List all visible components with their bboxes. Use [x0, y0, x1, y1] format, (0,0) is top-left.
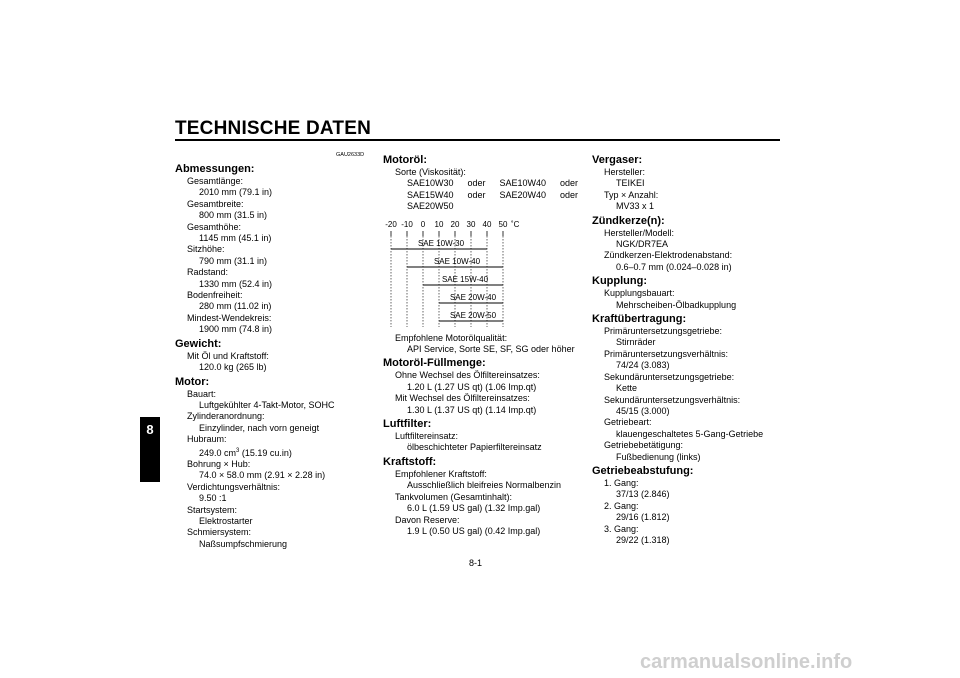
- spec-label: Ohne Wechsel des Ölfiltereinsatzes:: [395, 370, 540, 381]
- spec-value: API Service, Sorte SE, SF, SG oder höher: [407, 344, 575, 355]
- spec-label: 2. Gang:: [604, 500, 639, 511]
- section-heading-getriebeabstufung: Getriebeabstufung:: [592, 464, 694, 477]
- x-tick-label: 0: [420, 219, 426, 229]
- section-code: GAU2633D: [336, 152, 365, 158]
- spec-label: Sitzhöhe:: [187, 244, 225, 255]
- viscosity-conjunction: oder: [467, 189, 486, 200]
- spec-label: Empfohlene Motorölqualität:: [395, 332, 508, 343]
- series-label: SAE 20W-40: [449, 292, 497, 302]
- x-tick-label: 50: [498, 219, 508, 229]
- column-2: [383, 152, 578, 537]
- spec-value: 1900 mm (74.8 in): [199, 324, 273, 335]
- spec-value: 800 mm (31.5 in): [199, 210, 268, 221]
- spec-value: 37/13 (2.846): [616, 489, 670, 500]
- section-heading-kraftuebertragung: Kraftübertragung:: [592, 313, 687, 326]
- viscosity-grade: SAE20W40: [499, 189, 547, 200]
- spec-value: 1330 mm (52.4 in): [199, 278, 273, 289]
- spec-value: 45/15 (3.000): [616, 405, 670, 416]
- spec-label: Hersteller/Modell:: [604, 227, 675, 238]
- spec-label: 1. Gang:: [604, 477, 639, 488]
- title-rule: [175, 139, 780, 141]
- spec-label: Sorte (Viskosität):: [395, 167, 466, 177]
- section-heading-kupplung: Kupplung:: [592, 275, 647, 288]
- spec-value: Fußbedienung (links): [616, 451, 701, 462]
- spec-value: ölbeschichteter Papierfiltereinsatz: [407, 442, 542, 453]
- hubraum-value: 249.0 cm: [199, 447, 237, 458]
- series-label: SAE 10W-40: [433, 256, 481, 266]
- spec-value: NGK/DR7EA: [616, 239, 669, 250]
- spec-value: 1145 mm (45.1 in): [199, 233, 272, 244]
- spec-label: Schmiersystem:: [187, 527, 252, 538]
- viscosity-conjunction: oder: [559, 178, 578, 189]
- spec-label: Davon Reserve:: [395, 514, 460, 525]
- spec-value: 120.0 kg (265 lb): [199, 362, 267, 373]
- column-1: [175, 161, 335, 550]
- spec-value-hubraum: [175, 446, 335, 459]
- spec-label: 3. Gang:: [604, 523, 639, 534]
- spec-label: Zylinderanordnung:: [187, 411, 265, 422]
- spec-value: TEIKEI: [616, 178, 645, 189]
- series-label: SAE 10W-30: [417, 238, 465, 248]
- spec-label: Kupplungsbauart:: [604, 288, 675, 299]
- spec-label: Getriebeart:: [604, 417, 652, 428]
- spec-value: 2010 mm (79.1 in): [199, 187, 273, 198]
- spec-label: Sekundäruntersetzungsverhältnis:: [604, 394, 741, 405]
- page-number: 8-1: [469, 558, 483, 568]
- section-heading-fuellmenge: Motoröl-Füllmenge:: [383, 357, 486, 370]
- spec-label: Hersteller:: [604, 167, 646, 177]
- x-tick-label: 30: [466, 219, 476, 229]
- viscosity-grade: SAE15W40: [407, 189, 454, 200]
- spec-value: Einzylinder, nach vorn geneigt: [199, 422, 320, 433]
- column-3: [592, 152, 763, 546]
- section-heading-kraftstoff: Kraftstoff:: [383, 455, 437, 468]
- spec-label: Typ × Anzahl:: [604, 189, 659, 200]
- spec-value: Elektrostarter: [199, 515, 253, 526]
- spec-value: 790 mm (31.1 in): [199, 255, 268, 266]
- spec-label: Empfohlener Kraftstoff:: [395, 468, 487, 479]
- oil-viscosity-temperature-chart: [383, 217, 563, 333]
- spec-label: Bauart:: [187, 388, 217, 399]
- spec-label: Mindest-Wendekreis:: [187, 312, 272, 323]
- viscosity-row-3: SAE20W50: [407, 201, 454, 212]
- spec-value: MV33 x 1: [616, 201, 655, 212]
- spec-value: 6.0 L (1.59 US gal) (1.32 Imp.gal): [407, 503, 541, 514]
- section-heading-gewicht: Gewicht:: [175, 337, 222, 350]
- spec-label: Zündkerzen-Elektrodenabstand:: [604, 250, 733, 261]
- section-heading-abmessungen: Abmessungen:: [175, 163, 255, 175]
- x-tick-label: 20: [450, 219, 460, 229]
- spec-value: Ausschließlich bleifreies Normalbenzin: [407, 480, 562, 491]
- spec-value: Naßsumpfschmierung: [199, 538, 288, 549]
- section-heading-zuendkerze: Zündkerze(n):: [592, 214, 665, 227]
- spec-value: 29/16 (1.812): [616, 512, 670, 523]
- spec-value: 74/24 (3.083): [616, 360, 670, 371]
- x-tick-label: -20: [385, 219, 397, 229]
- section-heading-motoroel: Motoröl:: [383, 154, 427, 166]
- spec-value: Kette: [616, 383, 638, 394]
- spec-label: Mit Wechsel des Ölfiltereinsatzes:: [395, 393, 530, 404]
- series-label: SAE 20W-50: [449, 310, 497, 320]
- spec-label: Gesamthöhe:: [187, 221, 242, 232]
- chapter-tab: 8: [140, 417, 160, 482]
- watermark: carmanualsonline.info: [640, 651, 853, 673]
- x-tick-label: -10: [401, 219, 413, 229]
- spec-value: 1.20 L (1.27 US qt) (1.06 Imp.qt): [407, 381, 537, 392]
- series-label: SAE 15W-40: [441, 274, 489, 284]
- spec-value: klauengeschaltetes 5-Gang-Getriebe: [616, 428, 764, 439]
- spec-label: Gesamtlänge:: [187, 176, 244, 186]
- viscosity-grade: SAE10W30: [407, 178, 454, 189]
- section-heading-luftfilter: Luftfilter:: [383, 418, 432, 431]
- spec-value: 0.6–0.7 mm (0.024–0.028 in): [616, 261, 732, 272]
- spec-value: 29/22 (1.318): [616, 534, 670, 545]
- spec-value: Mehrscheiben-Ölbadkupplung: [616, 299, 737, 310]
- spec-label: Getriebebetätigung:: [604, 440, 684, 451]
- viscosity-row-1: [383, 178, 578, 189]
- spec-label: Bodenfreiheit:: [187, 290, 243, 301]
- spec-value: Stirnräder: [616, 337, 656, 348]
- x-unit-label: ˚C: [511, 219, 520, 229]
- spec-label: Primäruntersetzungsverhältnis:: [604, 348, 729, 359]
- hubraum-value-imperial: (15.19 cu.in): [239, 447, 292, 458]
- viscosity-conjunction: oder: [467, 178, 486, 189]
- spec-label: Startsystem:: [187, 504, 238, 515]
- hubraum-superscript: 3: [236, 447, 240, 454]
- spec-label: Hubraum:: [187, 434, 227, 445]
- page-title: TECHNISCHE DATEN: [175, 118, 372, 139]
- x-tick-label: 10: [434, 219, 444, 229]
- spec-label: Sekundäruntersetzungsgetriebe:: [604, 371, 735, 382]
- spec-label: Verdichtungsverhältnis:: [187, 481, 281, 492]
- spec-label: Tankvolumen (Gesamtinhalt):: [395, 491, 513, 502]
- spec-value: 74.0 × 58.0 mm (2.91 × 2.28 in): [199, 470, 326, 481]
- section-heading-motor: Motor:: [175, 375, 210, 388]
- section-heading-vergaser: Vergaser:: [592, 154, 643, 166]
- spec-value: Luftgekühlter 4-Takt-Motor, SOHC: [199, 399, 335, 410]
- spec-value: 9.50 :1: [199, 493, 227, 504]
- viscosity-grade: SAE10W40: [499, 178, 547, 189]
- x-tick-label: 40: [482, 219, 492, 229]
- spec-label: Gesamtbreite:: [187, 198, 244, 209]
- spec-value: 1.9 L (0.50 US gal) (0.42 Imp.gal): [407, 525, 541, 536]
- viscosity-row-2: [383, 190, 578, 201]
- spec-label: Bohrung × Hub:: [187, 458, 251, 469]
- spec-label: Mit Öl und Kraftstoff:: [187, 350, 269, 361]
- spec-label: Radstand:: [187, 267, 229, 278]
- spec-label: Luftfiltereinsatz:: [395, 431, 459, 442]
- spec-label: Primäruntersetzungsgetriebe:: [604, 326, 723, 337]
- spec-value: 280 mm (11.02 in): [199, 301, 272, 312]
- viscosity-conjunction: oder: [559, 189, 578, 200]
- spec-value: 1.30 L (1.37 US qt) (1.14 Imp.qt): [407, 404, 537, 415]
